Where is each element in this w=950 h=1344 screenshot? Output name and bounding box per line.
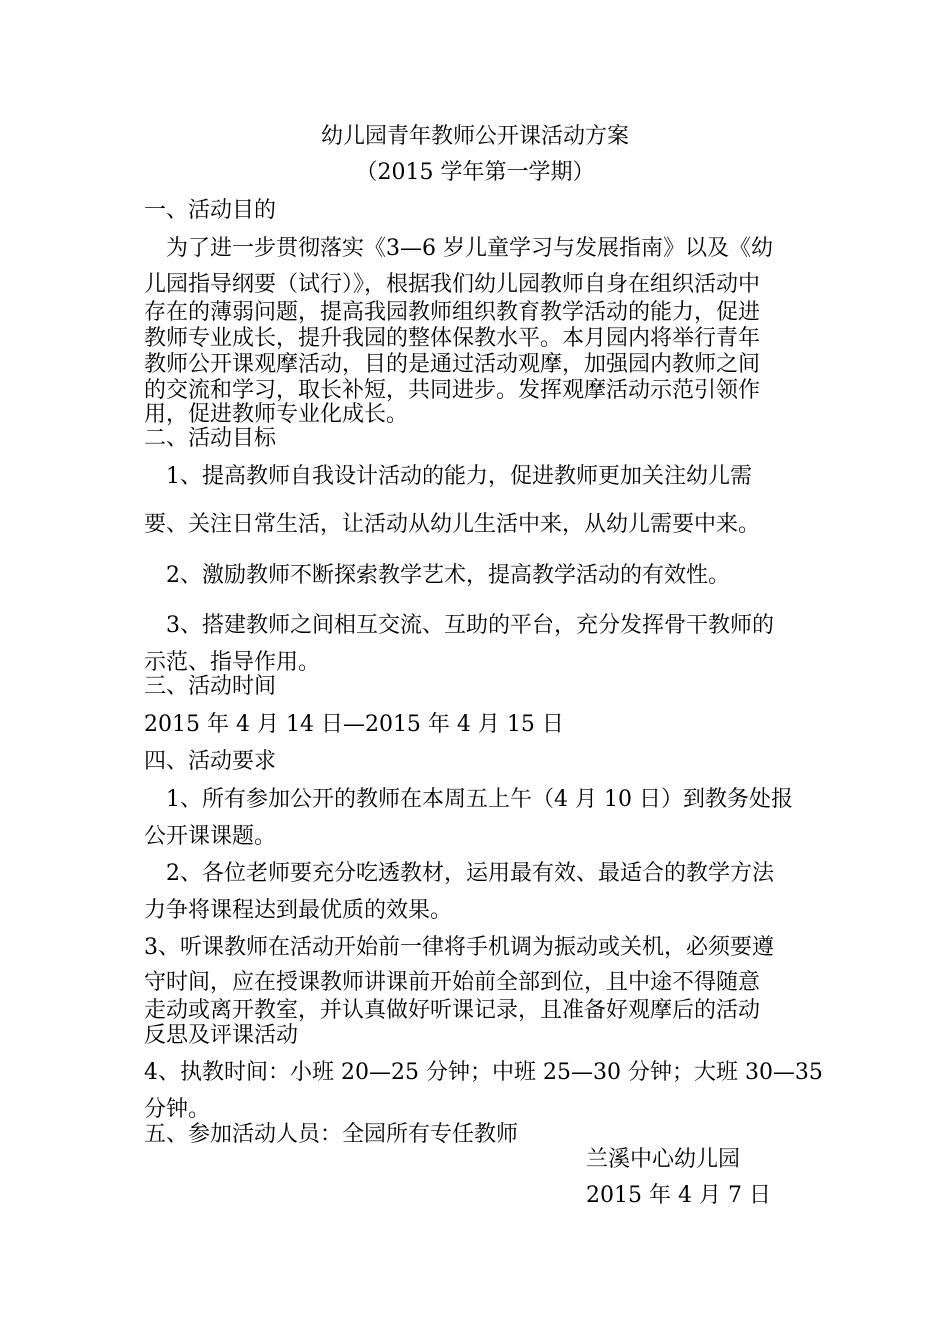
section-4-line: 分钟。: [144, 1097, 211, 1122]
section-4-line: 守时间，应在授课教师讲课前开始前全部到位，且中途不得随意: [144, 970, 761, 995]
section-1-heading: 一、活动目的: [144, 198, 277, 223]
section-1-line: 的交流和学习，取长补短，共同进步。发挥观摩活动示范引领作: [144, 378, 761, 403]
section-3-heading: 三、活动时间: [144, 674, 277, 699]
section-4-line: 反思及评课活动: [144, 1023, 299, 1048]
signature-org: 兰溪中心幼儿园: [586, 1147, 741, 1172]
section-4-heading: 四、活动要求: [144, 749, 277, 774]
doc-subtitle: （2015 学年第一学期）: [355, 160, 595, 185]
section-2-line: 要、关注日常生活，让活动从幼儿生活中来，从幼儿需要中来。: [144, 512, 761, 537]
section-4-line: 走动或离开教室，并认真做好听课记录，且准备好观摩后的活动: [144, 998, 761, 1023]
section-4-line: 4、执教时间：小班 20—25 分钟；中班 25—30 分钟；大班 30—35: [144, 1060, 823, 1085]
section-2-line: 2、激励教师不断探索教学艺术，提高教学活动的有效性。: [144, 563, 730, 588]
section-1-line: 教师专业成长，提升我园的整体保教水平。本月园内将举行青年: [144, 326, 761, 351]
section-4-line: 力争将课程达到最优质的效果。: [144, 898, 453, 923]
section-1-line: 为了进一步贯彻落实《3—6 岁儿童学习与发展指南》以及《幼: [144, 236, 773, 261]
section-3-line: 2015 年 4 月 14 日—2015 年 4 月 15 日: [144, 712, 564, 737]
section-1-line: 存在的薄弱问题，提高我园教师组织教育教学活动的能力，促进: [144, 300, 761, 325]
section-4-line: 3、听课教师在活动开始前一律将手机调为振动或关机，必须要遵: [144, 935, 774, 960]
section-4-line: 2、各位老师要充分吃透教材，运用最有效、最适合的教学方法: [144, 861, 774, 886]
section-1-line: 儿园指导纲要（试行）》，根据我们幼儿园教师自身在组织活动中: [144, 272, 761, 297]
section-4-line: 公开课课题。: [144, 824, 277, 849]
section-4-line: 1、所有参加公开的教师在本周五上午（4 月 10 日）到教务处报: [144, 787, 793, 812]
section-1-line: 用，促进教师专业化成长。: [144, 402, 409, 427]
section-2-line: 示范、指导作用。: [144, 650, 321, 675]
section-2-heading: 二、活动目标: [144, 426, 277, 451]
section-1-line: 教师公开课观摩活动，目的是通过活动观摩，加强园内教师之间: [144, 352, 761, 377]
section-2-line: 1、提高教师自我设计活动的能力，促进教师更加关注幼儿需: [144, 464, 752, 489]
doc-title: 幼儿园青年教师公开课活动方案: [320, 124, 629, 149]
section-2-line: 3、搭建教师之间相互交流、互助的平台，充分发挥骨干教师的: [144, 613, 774, 638]
signature-date: 2015 年 4 月 7 日: [586, 1183, 771, 1208]
section-5-heading: 五、参加活动人员：全园所有专任教师: [144, 1122, 519, 1147]
